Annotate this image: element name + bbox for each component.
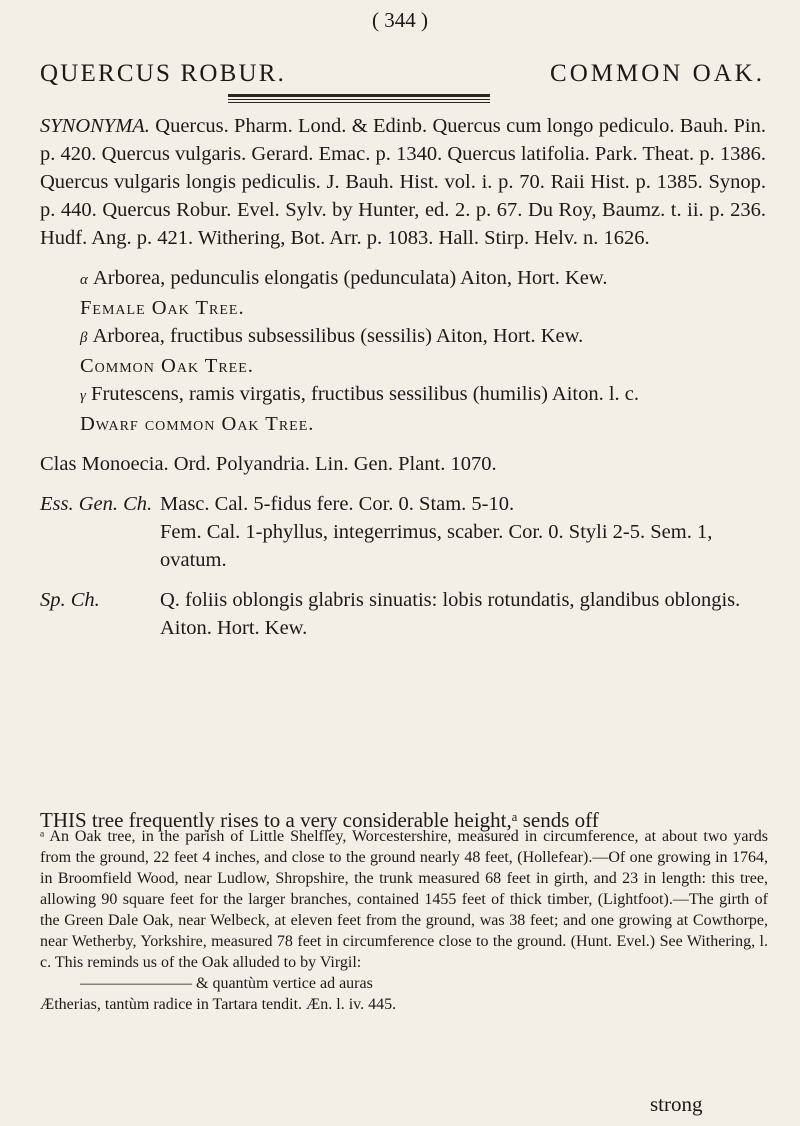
synonyma-label: SYNONYMA. xyxy=(40,115,150,137)
variety-beta-name: Common Oak Tree. xyxy=(80,355,254,377)
variety-description: Arborea, pedunculis elongatis (pedunculata) Aiton, Hort. Kew. xyxy=(93,267,608,289)
page-number: ( 344 ) xyxy=(372,8,428,32)
variety-gamma-name: Dwarf common Oak Tree. xyxy=(80,413,315,435)
classification-line: Clas Monoecia. Ord. Polyandria. Lin. Gen. Plant. 1070. xyxy=(40,453,497,475)
main-text xyxy=(40,112,766,642)
variety-beta xyxy=(40,322,766,352)
virgil-quote-line-1: ——————— & quantùm vertice ad auras xyxy=(80,975,373,992)
body-paragraph: THIS tree frequently rises to a very considerable height,ᵃ sends off xyxy=(40,808,599,832)
variety-letter: α xyxy=(80,272,88,288)
variety-description: Frutescens, ramis virgatis, fructibus sessilibus (humilis) Aiton. l. c. xyxy=(91,383,640,405)
synonyma-paragraph xyxy=(40,112,766,252)
variety-gamma xyxy=(40,380,766,410)
catchword: strong xyxy=(650,1092,703,1116)
variety-letter: γ xyxy=(80,388,86,404)
heading-rule-thin xyxy=(228,99,490,100)
synonyma-text: Quercus. Pharm. Lond. & Edinb. Quercus cum longo pediculo. Bauh. Pin. p. 420. Quercus vulgaris. Gerard. Emac. p. 1340. Quercus latifolia. Park. Theat. p. 1386. Quercus vulgaris longis pediculis. J. Bauh. Hist. vol. i. p. 70. Raii Hist. p. 1385. Synop. p. 440. Quercus Robur. Evel. Sylv. by Hunter, ed. 2. p. 67. Du Roy, Baumz. t. ii. p. 236. Hudf. Ang. p. 421. Withering, Bot. Arr. p. 1083. Hall. Stirp. Helv. n. 1626. xyxy=(40,115,766,249)
specific-characters-text: Q. foliis oblongis glabris sinuatis: lobis rotundatis, glandibus oblongis. Aiton. Hort. Kew. xyxy=(160,589,741,639)
footnote-text: ᵃ An Oak tree, in the parish of Little Shelfley, Worcestershire, measured in circumference, at about two yards from the ground, 22 feet 4 inches, and close to the ground nearly 48 feet, (Hollefear).—Of one growing in 1764, in Broomfield Wood, near Ludlow, Shropshire, the trunk measured 68 feet in girth, and 23 in length: this tree, allowing 90 square feet for the larger branches, contained 1455 feet of thick timber, (Lightfoot).—The girth of the Green Dale Oak, near Welbeck, at eleven feet from the ground, was 38 feet; and one growing at Cowthorpe, near Wetherby, Yorkshire, measured 78 feet in circumference close to the ground. (Hunt. Evel.) See Withering, l. c. This reminds us of the Oak alluded to by Virgil: xyxy=(40,828,768,971)
specific-characters xyxy=(40,586,766,642)
common-name-title: COMMON OAK. xyxy=(550,60,765,87)
variety-alpha xyxy=(40,264,766,294)
heading-rule-thin-2 xyxy=(228,102,490,103)
variety-description: Arborea, fructibus subsessilibus (sessilis) Aiton, Hort. Kew. xyxy=(92,325,584,347)
page-heading xyxy=(40,60,765,94)
footnote xyxy=(40,826,768,1015)
essential-generic-characters xyxy=(40,490,766,574)
variety-letter: β xyxy=(80,330,88,346)
masculine-characters: Masc. Cal. 5-fidus fere. Cor. 0. Stam. 5-10. xyxy=(160,493,515,515)
latin-title: QUERCUS ROBUR. xyxy=(40,60,287,87)
feminine-characters: Fem. Cal. 1-phyllus, integerrimus, scaber. Cor. 0. Styli 2-5. Sem. 1, ovatum. xyxy=(160,521,713,571)
ess-gen-label: Ess. Gen. Ch. xyxy=(40,493,153,515)
sp-ch-label: Sp. Ch. xyxy=(40,589,100,611)
variety-alpha-name: Female Oak Tree. xyxy=(80,297,245,319)
heading-rule-thick xyxy=(228,94,490,97)
virgil-quote-line-2: Ætherias, tantùm radice in Tartara tendit. Æn. l. iv. 445. xyxy=(40,996,397,1013)
